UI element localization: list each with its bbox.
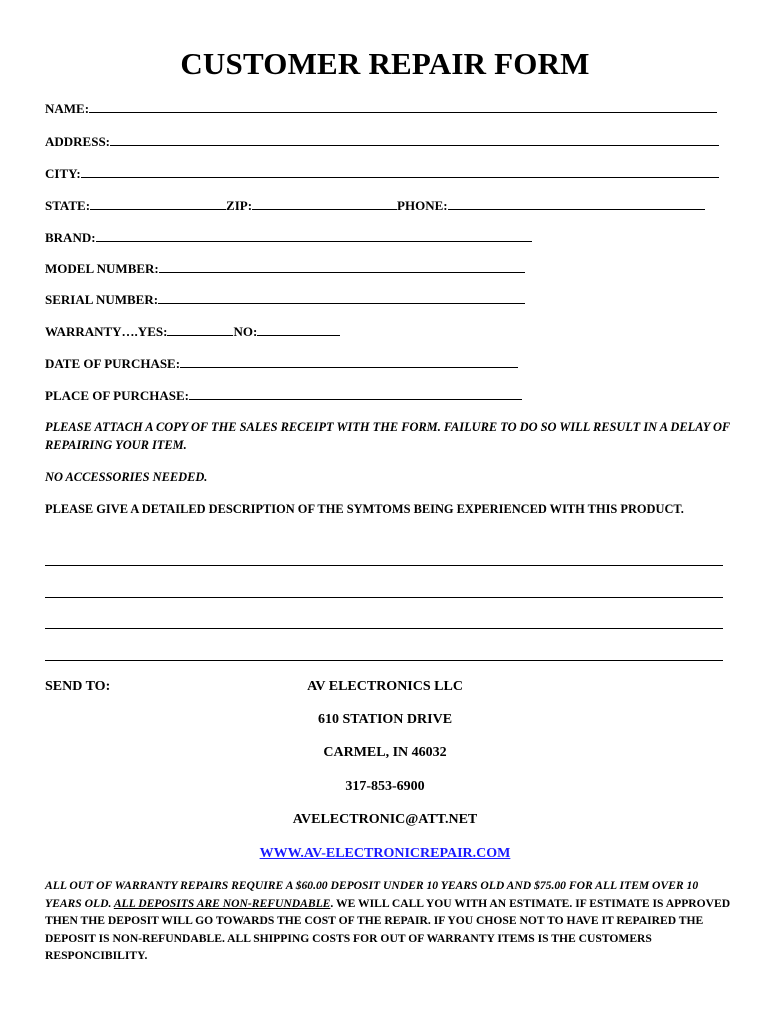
company-email: AVELECTRONIC@ATT.NET (292, 812, 478, 827)
form-title: CUSTOMER REPAIR FORM (180, 46, 590, 81)
place-of-purchase-label: PLACE OF PURCHASE: (45, 388, 189, 403)
warranty-yes-field[interactable] (167, 323, 233, 336)
city-label: CITY: (45, 166, 81, 181)
serial-label: SERIAL NUMBER: (45, 292, 159, 307)
state-field[interactable] (90, 197, 226, 210)
address-field[interactable] (110, 133, 719, 146)
place-of-purchase-row (45, 387, 522, 404)
company-phone: 317-853-6900 (345, 779, 425, 794)
receipt-notice: PLEASE ATTACH A COPY OF THE SALES RECEIPT WITH THE FORM. FAILURE TO DO SO WILL RESULT IN A DELAY OF REPAIRING YOUR ITEM. (45, 420, 730, 452)
model-row (45, 260, 525, 277)
model-field[interactable] (159, 260, 525, 273)
policy-part-1: ALL OUT OF WARRANTY REPAIRS REQUIRE A $60.00 DEPOSIT UNDER 10 YEARS OLD AND $75.00 FOR ALL ITEM OVER 10 YEARS OLD. (45, 879, 699, 910)
city-state-zip: CARMEL, IN 46032 (323, 745, 447, 760)
name-field[interactable] (89, 100, 717, 113)
warranty-row (45, 323, 340, 340)
state-label: STATE: (45, 198, 91, 213)
serial-row (45, 291, 525, 308)
description-line-3[interactable] (45, 628, 723, 629)
zip-field[interactable] (252, 197, 397, 210)
policy-part-2: . WE WILL CALL YOU WITH AN ESTIMATE. IF ESTIMATE IS APPROVED THEN THE DEPOSIT WILL GO TOWARDS THE COST OF THE REPAIR. IF YOU CHOSE NOT TO HAVE IT REPAIRED THE DEPOSIT IS NON-REFUNDABLE. ALL SHIPPING COSTS FOR OUT OF WARRANTY ITEMS IS THE CUSTOMERS RESPONCIBILITY. (45, 896, 731, 963)
description-prompt: PLEASE GIVE A DETAILED DESCRIPTION OF THE SYMTOMS BEING EXPERIENCED WITH THIS PRODUCT. (45, 502, 684, 516)
accessories-notice: NO ACCESSORIES NEEDED. (45, 470, 208, 484)
warranty-no-label: NO: (233, 324, 258, 339)
street-address: 610 STATION DRIVE (317, 712, 453, 727)
brand-field[interactable] (96, 229, 532, 242)
date-of-purchase-row (45, 355, 518, 372)
address-label: ADDRESS: (45, 134, 111, 149)
city-row (45, 165, 719, 182)
zip-label: ZIP: (226, 198, 253, 213)
warranty-no-field[interactable] (257, 323, 340, 336)
address-row (45, 133, 719, 150)
description-line-2[interactable] (45, 597, 723, 598)
policy-non-refundable: ALL DEPOSITS ARE NON-REFUNDABLE (113, 896, 331, 910)
description-line-1[interactable] (45, 565, 723, 566)
company-name: AV ELECTRONICS LLC (307, 679, 463, 694)
date-of-purchase-label: DATE OF PURCHASE: (45, 356, 181, 371)
website-link[interactable]: WWW.AV-ELECTRONICREPAIR.COM (259, 846, 511, 861)
model-label: MODEL NUMBER: (45, 261, 159, 276)
serial-field[interactable] (158, 291, 525, 304)
date-of-purchase-field[interactable] (180, 355, 518, 368)
warranty-yes-label: WARRANTY….YES: (45, 324, 168, 339)
deposit-policy (45, 877, 735, 965)
place-of-purchase-field[interactable] (189, 387, 522, 400)
name-row (45, 100, 717, 117)
phone-field[interactable] (448, 197, 705, 210)
phone-label: PHONE: (397, 198, 448, 213)
name-label: NAME: (45, 101, 90, 116)
brand-row (45, 229, 532, 246)
brand-label: BRAND: (45, 230, 96, 245)
state-zip-phone-row (45, 197, 705, 214)
city-field[interactable] (81, 165, 719, 178)
website-row (0, 846, 770, 862)
send-to-label: SEND TO: (45, 679, 111, 694)
description-line-4[interactable] (45, 660, 723, 661)
